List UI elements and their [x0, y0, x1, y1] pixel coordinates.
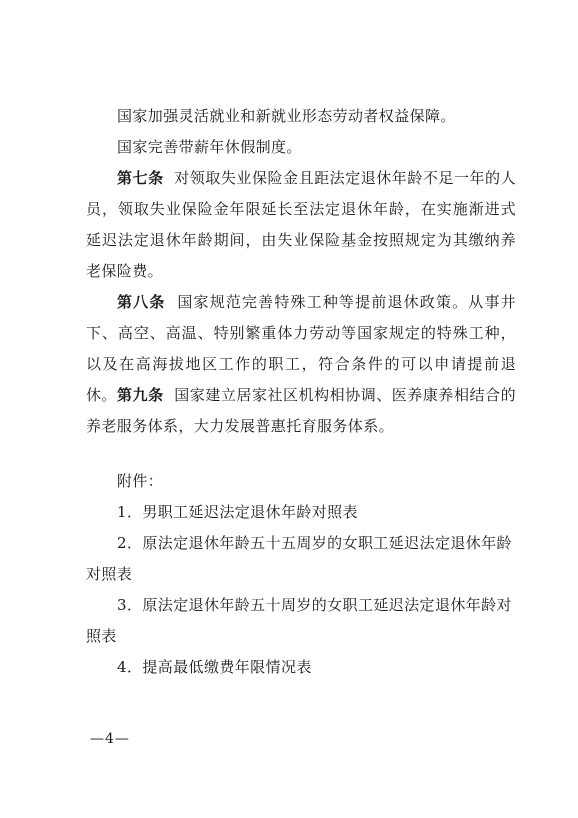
article-8-body: 国家规范完善特殊工种等提前退休政策。从事井下、高空、高温、特别繁重体力劳动等国家规定的特殊工种，以及在高海拔地区工作的职工，符合条件的可以申请提前退休。 — [86, 293, 517, 404]
attachment-item: 3．原法定退休年龄五十周岁的女职工延迟法定退休年龄对照表 — [86, 596, 512, 645]
paragraph-text: 国家加强灵活就业和新就业形态劳动者权益保障。 — [117, 107, 456, 125]
article-7 — [86, 163, 516, 287]
attachment-item: 1．男职工延迟法定退休年龄对照表 — [117, 503, 358, 521]
article-9-body: 国家建立居家社区机构相协调、医养康养相结合的养老服务体系，大力发展普惠托育服务体系。 — [86, 386, 516, 435]
paragraph-text: 国家完善带薪年休假制度。 — [117, 138, 302, 156]
attachments-heading: 附件： — [117, 472, 164, 490]
paragraph-gig-workers — [86, 101, 516, 132]
page-number: —4— — [90, 731, 130, 747]
article-7-body: 对领取失业保险金且距法定退休年龄不足一年的人员，领取失业保险金年限延长至法定退休年龄，在实施渐进式延迟法定退休年龄期间，由失业保险基金按照规定为其缴纳养老保险费。 — [86, 169, 516, 280]
article-9 — [86, 380, 516, 442]
article-7-title: 第七条 — [117, 169, 164, 187]
paragraph-annual-leave — [86, 132, 516, 163]
attachment-item: 2．原法定退休年龄五十五周岁的女职工延迟法定退休年龄对照表 — [86, 534, 512, 583]
article-9-title: 第九条 — [117, 386, 164, 404]
article-8-title: 第八条 — [117, 293, 166, 311]
attachment-item: 4．提高最低缴费年限情况表 — [117, 658, 312, 676]
